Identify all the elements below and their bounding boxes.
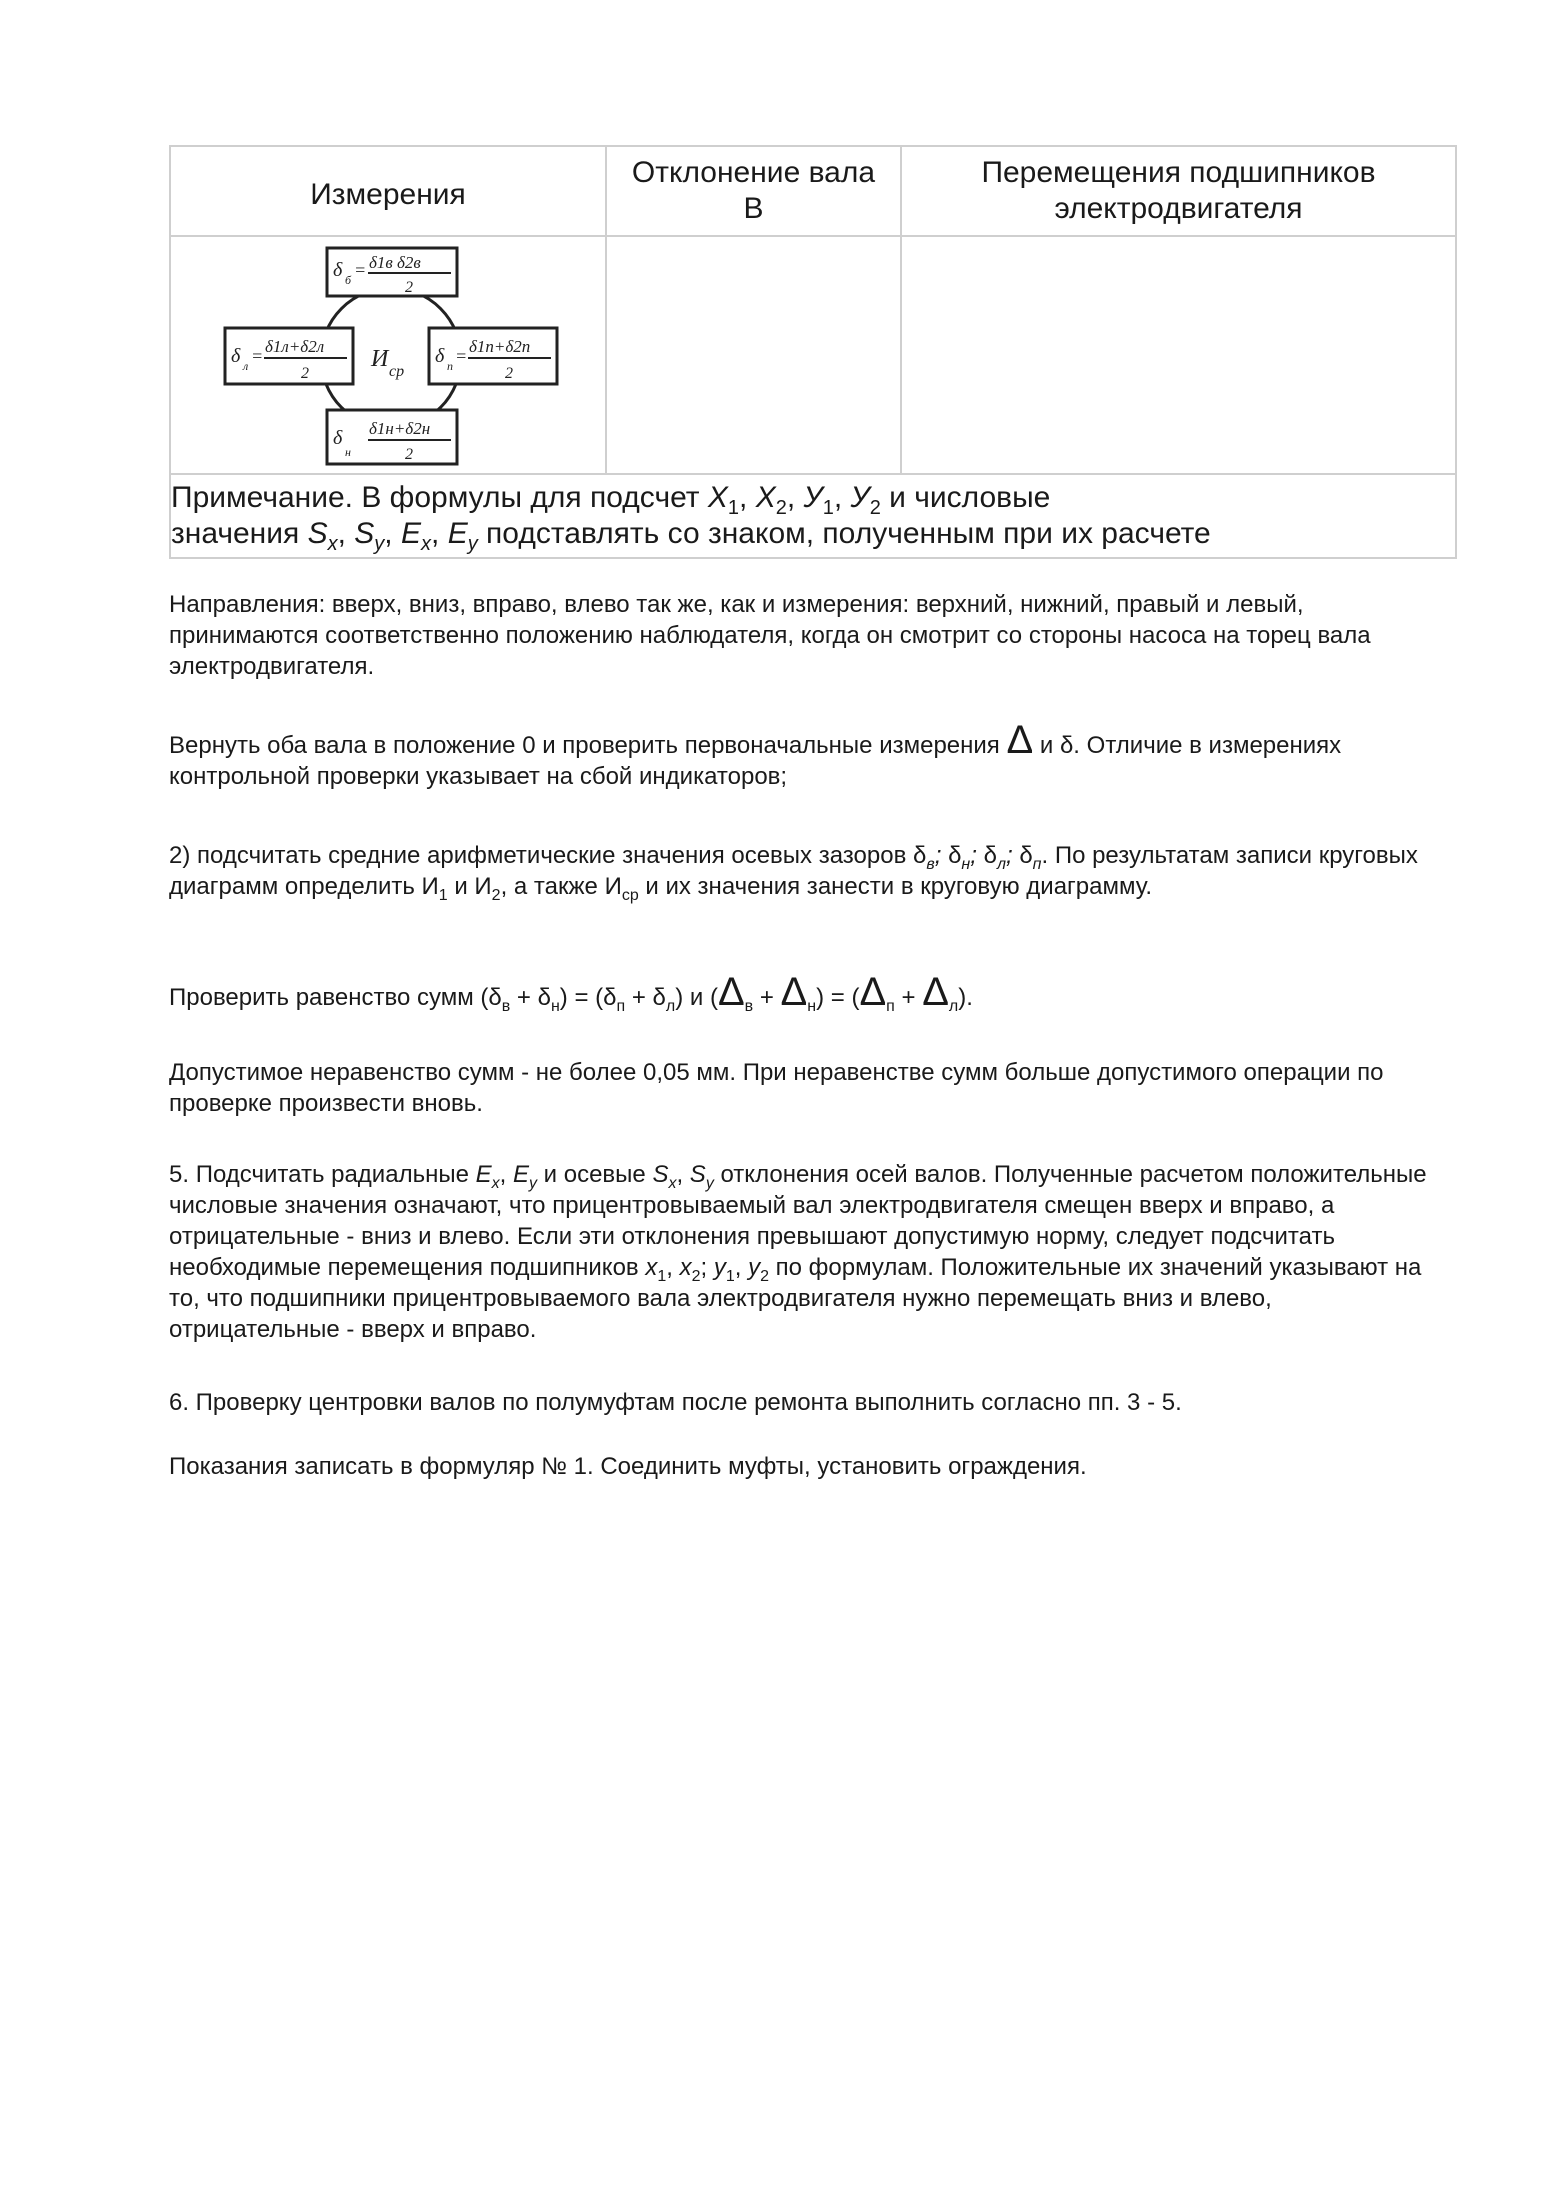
axial-gap-diagram <box>221 240 561 470</box>
paragraph-record-readings: Показания записать в формуляр № 1. Соединить муфты, установить ограждения. <box>169 1453 1087 1480</box>
table-header-row <box>170 146 1456 236</box>
diagram-left-num: δ1л+δ2л <box>265 337 325 356</box>
cell-shaft-deviation <box>606 236 901 474</box>
paragraph-calc-deviations: 5. Подсчитать радиальные $E_x$, $E_y$ и осевые $S_x$, $S_y$ отклонения осей валов. Полученные расчетом положительные числовые значения означают, что прицентровываемый вал электродвигателя смещен вверх и вправо, а отрицательные - вниз и влево. Если эти отклонения превышают допустимую норму, следует подсчитать необходимые перемещения подшипников $x_1$, $x_2$; $y_1$, $y_2$ по формулам. Положительные их значений указывают на то, что подшипники прицентровываемого вала электродвигателя нужно перемещать вниз и влево, отрицательные - вверх и вправо. <box>169 1161 1427 1343</box>
cell-bearing-displacement <box>901 236 1456 474</box>
header-bearing-displacement: Перемещения подшипников электродвигателя <box>901 146 1456 236</box>
diagram-center-letter: И <box>371 346 389 372</box>
diagram-right-sub: п <box>447 359 453 373</box>
diagram-right-num: δ1п+δ2п <box>469 337 531 356</box>
diagram-bottom-sub: н <box>345 445 351 459</box>
paragraph-average-gaps: 2) подсчитать средние арифметические значения осевых зазоров $\delta_в$; $\delta_н$; $\delta_л$; $\delta_п$. По результатам записи круговых диаграмм определить $И_1$ и $И_2$, а также $И_{ср}$ и их значения занести в круговую диаграмму. <box>169 842 1418 904</box>
diagram-right-eq: = <box>455 346 468 366</box>
diagram-center-sub: ср <box>389 363 405 380</box>
table-note-row <box>170 474 1456 558</box>
diagram-bottom-num: δ1н+δ2н <box>369 419 431 438</box>
diagram-right-den: 2 <box>505 365 513 382</box>
diagram-left-den: 2 <box>301 365 309 382</box>
paragraph-directions: Направления: вверх, вниз, вправо, влево так же, как и измерения: верхний, нижний, правый и левый, принимаются соответственно положению наблюдателя, когда он смотрит со стороны насоса на торец вала электродвигателя. <box>169 591 1371 680</box>
table-note: Примечание. В формулы для подсчет $Х_1$, $Х_2$, $У_1$, $У_2$ и числовые значения $S_x$, $S_y$, $E_x$, $E_y$ подставлять со знаком, полученным при их расчете <box>170 474 1456 558</box>
paragraph-check-alignment: 6. Проверку центровки валов по полумуфтам после ремонта выполнить согласно пп. 3 - 5. <box>169 1389 1182 1416</box>
diagram-right-delta: δ <box>435 345 445 367</box>
diagram-bottom-delta: δ <box>333 427 343 449</box>
diagram-top-num: δ1в δ2в <box>369 253 421 272</box>
paragraph-check-sums: Проверить равенство сумм $(\delta_в + \delta_н) = (\delta_п + \delta_л)$ и $(\Delta_в + \Delta_н) = (\Delta_п + \Delta_л)$. <box>169 970 973 1015</box>
diagram-left-sub: л <box>243 359 249 373</box>
header-measurements: Измерения <box>170 146 606 236</box>
measurements-table <box>169 145 1457 559</box>
diagram-top-den: 2 <box>405 279 413 296</box>
cell-diagram <box>170 236 606 474</box>
diagram-left-eq: = <box>251 346 264 366</box>
diagram-top-eq: = <box>354 260 367 280</box>
table-data-row <box>170 236 1456 474</box>
diagram-top-delta: δ <box>333 259 343 281</box>
paragraph-return-shafts: Вернуть оба вала в положение 0 и проверить первоначальные измерения Δ и δ. Отличие в измерениях контрольной проверки указывает на сбой индикаторов; <box>169 718 1342 790</box>
diagram-top-sub: б <box>345 273 352 287</box>
diagram-bottom-den: 2 <box>405 446 413 463</box>
paragraph-allowed-difference: Допустимое неравенство сумм - не более 0,05 мм. При неравенстве сумм больше допустимого операции по проверке произвести вновь. <box>169 1059 1384 1117</box>
diagram-left-delta: δ <box>231 345 241 367</box>
header-shaft-deviation: Отклонение вала В <box>606 146 901 236</box>
